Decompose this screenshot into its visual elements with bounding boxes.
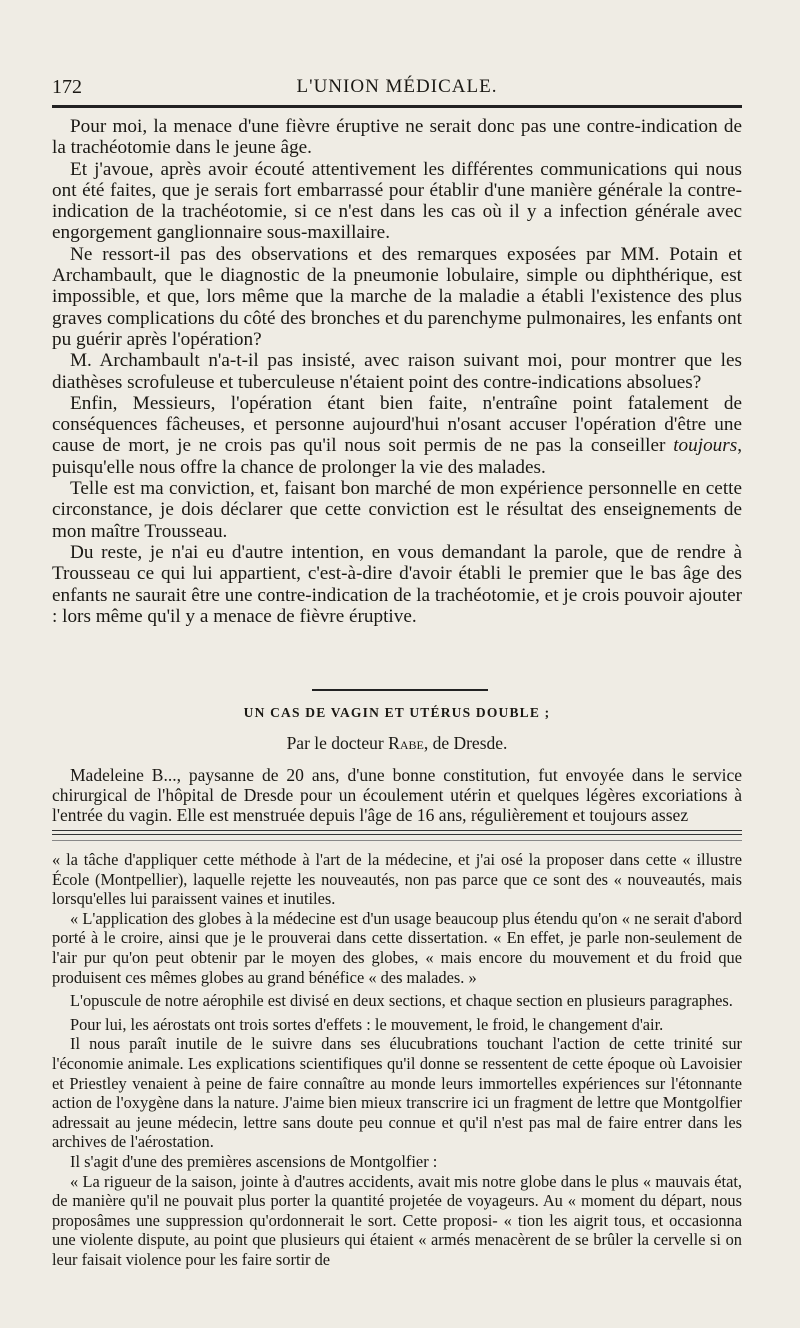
discussion-text [52, 116, 742, 627]
feuilleton-rule-thin [52, 840, 742, 841]
quote-paragraph: « La rigueur de la saison, jointe à d'autres accidents, avait mis notre globe dans le plus « mauvais état, de manière qu'il ne pouvait plus porter la quantité projetée de voyageurs. Au « moment du départ, nous proposâmes une suppression qu'ordonnerait le sort. Cette proposi- « tion les aigrit tous, et occasionna une violente dispute, au point que plusieurs qui étaient « armés menacèrent de se brûler la cervelle si on leur faisait violence pour les faire sortir de [52, 1171, 742, 1269]
paragraph [52, 393, 742, 478]
quote-paragraph: « L'application des globes à la médecine est d'un usage beaucoup plus étendu qu'on « ne serait d'abord porté à le croire, ainsi que je le prouverai dans cette dissertation. « En effet, je parle non-seulement de l'air pur qu'on peut obtenir par le moyen des globes, « mais encore du mouvement et du froid que produisent ces mêmes globes au grand bénéfice « des malades. » [52, 908, 742, 987]
paragraph: Telle est ma conviction, et, faisant bon marché de mon expérience personnelle en cette circonstance, je dois déclarer que cette conviction est le résultat des enseignements de mon maître Trousseau. [52, 478, 742, 542]
header-rule [52, 105, 742, 108]
article-body [52, 766, 742, 825]
paragraph: Pour moi, la menace d'une fièvre éruptive ne serait donc pas une contre-indication de la trachéotomie dans le jeune âge. [52, 116, 742, 159]
paragraph: Pour lui, les aérostats ont trois sortes d'effets : le mouvement, le froid, le changement d'air. [70, 1014, 664, 1034]
article-byline [52, 733, 742, 754]
feuilleton-text [52, 850, 742, 1269]
paragraph: Il s'agit d'une des premières ascensions de Montgolfier : [70, 1151, 438, 1171]
section-divider [312, 689, 488, 691]
quote-paragraph: « la tâche d'appliquer cette méthode à l'art de la médecine, et j'ai osé la proposer dans cette « illustre École (Montpellier), laquelle rejette les nouveautés, non pas parce que ce sont des « nouveautés, mais lorsqu'elles lui paraissent vaines et inutiles. [52, 850, 742, 909]
page-header [52, 70, 742, 104]
italic-word: toujours [673, 435, 738, 457]
byline-prefix: Par le docteur [286, 733, 389, 753]
paragraph: M. Archambault n'a-t-il pas insisté, avec raison suivant moi, pour montrer que les diathèses scrofuleuse et tuberculeuse n'étaient point des contre-indications absolues? [52, 350, 742, 393]
paragraph: Et j'avoue, après avoir écouté attentivement les différentes communications qui nous ont été faites, que je serais fort embarrassé pour établir d'une manière générale la contre-indication de la trachéotomie, si ce n'est dans les cas où il y a infection générale avec engorgement ganglionnaire sous-maxillaire. [52, 158, 742, 244]
paragraph: Du reste, je n'ai eu d'autre intention, en vous demandant la parole, que de rendre à Trousseau ce qui lui appartient, c'est-à-dire d'avoir établi le premier que le bas âge des enfants ne saurait être une contre-indication de la trachéotomie, et je crois pouvoir ajouter : lors même qu'il y a menace de fièvre éruptive. [52, 541, 742, 627]
page-number: 172 [52, 76, 82, 98]
feuilleton-rule [52, 830, 742, 835]
paragraph: Ne ressort-il pas des observations et des remarques exposées par MM. Potain et Archambault, que le diagnostic de la pneumonie lobulaire, simple ou diphthérique, est impossible, et que, lors même que la marche de la maladie a établi l'existence des plus graves complications du côté des bronches et du parenchyme pulmonaires, les enfants ont pu guérir après l'opération? [52, 243, 742, 350]
running-title: L'UNION MÉDICALE. [296, 76, 498, 97]
paragraph-text: Enfin, Messieurs, l'opération étant bien faite, n'entraîne point fatalement de conséquences fâcheuses, et personne aujourd'hui n'osant accuser l'opération d'être une cause de mort, je ne crois pas qu'il nous soit permis de ne pas la conseiller [52, 392, 742, 457]
byline-suffix: , de Dresde. [423, 733, 508, 753]
author-name: Rabe [388, 733, 424, 753]
paragraph-text: , puisqu'elle nous offre la chance de prolonger la vie des malades. [52, 435, 742, 478]
article-title: UN CAS DE VAGIN ET UTÉRUS DOUBLE ; [243, 705, 551, 720]
paragraph: Madeleine B..., paysanne de 20 ans, d'une bonne constitution, fut envoyée dans le service chirurgical de l'hôpital de Dresde pour un écoulement utérin et quelques légères excoriations à l'entrée du vagin. Elle est menstruée depuis l'âge de 16 ans, régulièrement et toujours assez [52, 765, 742, 825]
paragraph: Il nous paraît inutile de le suivre dans ses élucubrations touchant l'action de cette trinité sur l'économie animale. Les explications scientifiques qu'il donne se ressentent de cette époque où Lavoisier et Priestley venaient à peine de faire connaître au monde leurs immortelles expériences sur l'étonnante action de l'oxygène dans la nature. J'aime bien mieux transcrire ici un fragment de lettre que Montgolfier adressait au jeune médecin, lettre sans doute peu connue et qu'il n'est pas mal de faire entrer dans les archives de l'aérostation. [52, 1034, 742, 1152]
paragraph: L'opuscule de notre aérophile est divisé en deux sections, et chaque section en plusieurs paragraphes. [70, 991, 733, 1011]
